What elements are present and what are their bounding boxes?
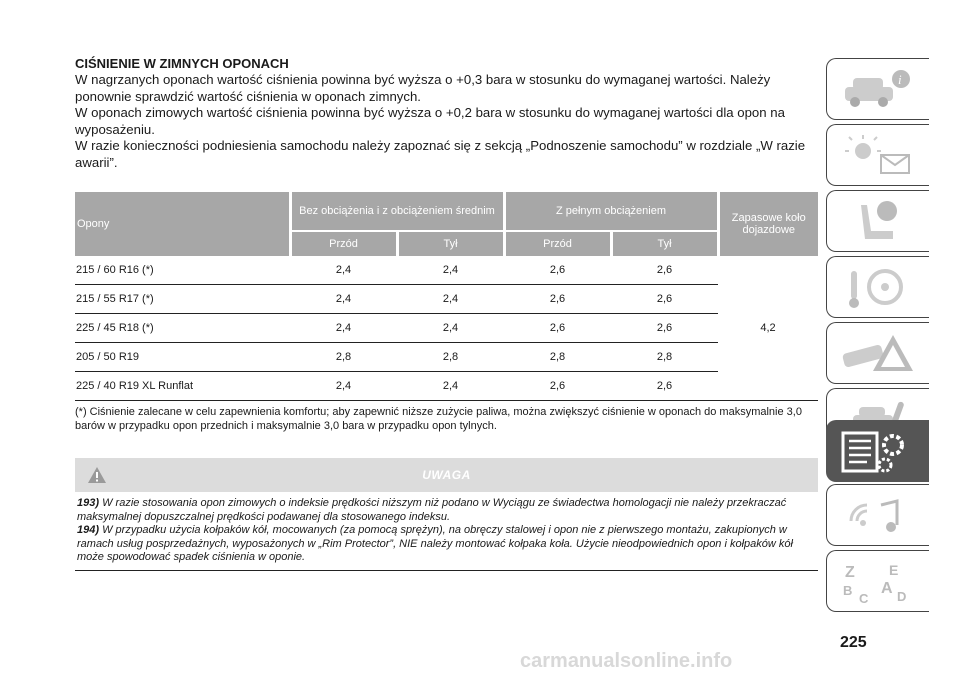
section-title: CIŚNIENIE W ZIMNYCH OPONACH (75, 56, 289, 71)
warning-title: UWAGA (422, 468, 471, 482)
col-header-full-load: Z pełnym obciążeniem (504, 192, 718, 231)
svg-text:Z: Z (845, 564, 855, 581)
warning-body (75, 492, 818, 571)
multimedia-icon (837, 491, 917, 539)
pressure-cell: 2,6 (504, 256, 611, 285)
pressure-cell: 2,6 (504, 372, 611, 401)
pressure-cell: 2,8 (504, 343, 611, 372)
warning-box (75, 458, 818, 571)
tab-emergency[interactable] (826, 322, 929, 384)
steering-key-icon (837, 263, 917, 311)
tire-pressure-table (75, 192, 818, 401)
page-number: 225 (840, 634, 867, 651)
svg-text:i: i (898, 72, 902, 87)
tire-size: 225 / 45 R18 (*) (75, 314, 290, 343)
sub-header-rear: Tył (611, 231, 718, 256)
svg-text:C: C (859, 591, 869, 605)
pressure-cell: 2,4 (397, 314, 504, 343)
svg-text:A: A (881, 580, 893, 597)
car-info-icon (837, 65, 917, 113)
pressure-cell: 2,6 (611, 285, 718, 314)
pressure-cell: 2,4 (290, 314, 397, 343)
pressure-cell: 2,4 (290, 372, 397, 401)
pressure-cell: 2,4 (290, 285, 397, 314)
warning-item-text: W razie stosowania opon zimowych o indeksie prędkości niższym niż podano w Wyciągu ze świadectwa homologacji nie należy przekraczać maksymalnej dopuszczalnej prędkości podawanej dla stosowanego indeksu. (77, 497, 787, 523)
table-row (75, 314, 818, 343)
technical-data-icon (837, 427, 917, 475)
table-row (75, 285, 818, 314)
col-header-spare: Zapasowe koło dojazdowe (718, 192, 818, 256)
tab-technical-data[interactable] (826, 420, 929, 482)
warning-item-text: W przypadku użycia kołpaków kół, mocowanych (za pomocą sprężyn), na obręczy stalowej i opon nie z pierwszego montażu, zakupionych w ramach usług posprzedażnych, wyposażonych w „Rim Protector”, NIE należy montować kołpaka koła. Użycie nieodpowiednich opon i kołpaków kół może spowodować spadek ciśnienia w oponie. (77, 524, 793, 563)
pressure-cell: 2,6 (611, 372, 718, 401)
emergency-triangle-icon (837, 329, 917, 377)
svg-text:B: B (843, 583, 853, 598)
svg-text:D: D (897, 589, 907, 604)
spare-pressure: 4,2 (718, 256, 818, 401)
table-footnote: (*) Ciśnienie zalecane w celu zapewnienia komfortu; aby zapewnić niższe zużycie paliwa, można zwiększyć ciśnienie w oponach do maksymalnie 3,0 barów w przypadku opon przednich i maksymalnie 3,0 bara w przypadku opon tylnych. (75, 406, 802, 432)
pressure-cell: 2,8 (397, 343, 504, 372)
index-icon (837, 557, 917, 605)
pressure-cell: 2,4 (397, 372, 504, 401)
warning-lights-icon (837, 131, 917, 179)
warning-header (75, 458, 818, 492)
tire-size: 215 / 55 R17 (*) (75, 285, 290, 314)
pressure-cell: 2,6 (504, 314, 611, 343)
table-row (75, 343, 818, 372)
paragraph: W nagrzanych oponach wartość ciśnienia powinna być wyższa o +0,3 bara w stosunku do wymaganej wartości. Należy ponownie sprawdzić wartość ciśnienia w oponach zimnych. (75, 72, 771, 104)
tab-multimedia[interactable] (826, 484, 929, 546)
main-content (75, 56, 818, 571)
watermark: carmanualsonline.info (520, 650, 733, 672)
pressure-cell: 2,6 (611, 256, 718, 285)
tire-size: 205 / 50 R19 (75, 343, 290, 372)
table-row (75, 256, 818, 285)
pressure-cell: 2,4 (290, 256, 397, 285)
warning-item-number: 193) (77, 497, 100, 509)
pressure-cell: 2,6 (611, 314, 718, 343)
tab-safety[interactable] (826, 190, 929, 252)
tab-index[interactable] (826, 550, 929, 612)
pressure-cell: 2,8 (290, 343, 397, 372)
pressure-cell: 2,6 (504, 285, 611, 314)
tire-size: 225 / 40 R19 XL Runflat (75, 372, 290, 401)
warning-item-number: 194) (77, 524, 100, 536)
tab-warning-lights[interactable] (826, 124, 929, 186)
tab-starting-driving[interactable] (826, 256, 929, 318)
sub-header-front: Przód (504, 231, 611, 256)
paragraph: W razie konieczności podniesienia samochodu należy zapoznać się z sekcją „Podnoszenie samochodu” w rozdziale „W razie awarii”. (75, 138, 806, 170)
airbag-seat-icon (837, 197, 917, 245)
sub-header-front: Przód (290, 231, 397, 256)
pressure-cell: 2,4 (397, 285, 504, 314)
paragraph: W oponach zimowych wartość ciśnienia powinna być wyższa o +0,2 bara w stosunku do wymaganej wartości dla opon na wyposażeniu. (75, 105, 785, 137)
pressure-cell: 2,8 (611, 343, 718, 372)
pressure-cell: 2,4 (397, 256, 504, 285)
svg-text:E: E (889, 562, 899, 578)
tire-size: 215 / 60 R16 (*) (75, 256, 290, 285)
col-header-tires: Opony (75, 192, 290, 256)
table-row (75, 372, 818, 401)
warning-item (77, 524, 816, 565)
sub-header-rear: Tył (397, 231, 504, 256)
tab-car-info[interactable] (826, 58, 929, 120)
warning-item (77, 497, 816, 524)
col-header-normal-load: Bez obciążenia i z obciążeniem średnim (290, 192, 504, 231)
